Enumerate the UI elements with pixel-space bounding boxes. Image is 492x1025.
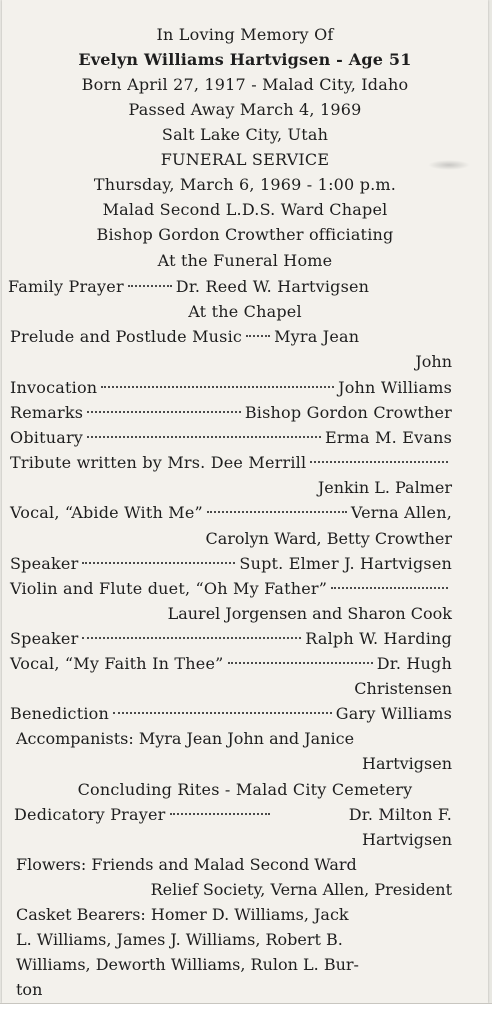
dot-leader	[246, 335, 270, 337]
program-row-prelude	[10, 324, 450, 350]
program-row-remarks	[10, 400, 452, 426]
service-heading: FUNERAL SERVICE	[160, 150, 330, 169]
program-row-dedicatory-prayer	[14, 802, 452, 828]
program-label: Family Prayer	[8, 277, 124, 296]
program-row-tribute	[10, 450, 452, 476]
program-name: Verna Allen,	[350, 503, 452, 522]
program-name: Erma M. Evans	[324, 428, 452, 447]
program-label: Speaker	[10, 554, 79, 573]
program-name: Dr. Milton F.	[348, 805, 452, 824]
program-row-benediction	[10, 701, 452, 727]
program-row-vocal-abide	[10, 500, 452, 526]
dot-leader	[128, 285, 172, 287]
program-label: Dedicatory Prayer	[14, 805, 166, 824]
program-name-continued: John	[415, 352, 452, 371]
program-row-vocal-faith	[10, 651, 452, 677]
program-label: Speaker	[10, 629, 79, 648]
dot-leader	[82, 562, 235, 564]
dot-leader	[113, 712, 332, 714]
memorial-card	[2, 0, 488, 1003]
deceased-name: Evelyn Williams Hartvigsen - Age 51	[78, 50, 412, 69]
program-name: Bishop Gordon Crowther	[244, 403, 452, 422]
accompanists-line: Accompanists: Myra Jean John and Janice	[16, 729, 355, 748]
program-label: Vocal, “Abide With Me”	[10, 503, 203, 522]
accompanists-line-continued: Hartvigsen	[362, 754, 452, 773]
program-name: Dr. Reed W. Hartvigsen	[175, 277, 370, 296]
program-name: Dr. Hugh	[376, 654, 452, 673]
dot-leader	[170, 813, 270, 815]
officiant: Bishop Gordon Crowther officiating	[96, 225, 394, 244]
death-line: Passed Away March 4, 1969	[128, 100, 362, 119]
program-row-duet	[10, 576, 452, 602]
death-place: Salt Lake City, Utah	[161, 125, 329, 144]
program-label: Prelude and Postlude Music	[10, 327, 243, 346]
program-row-family-prayer	[8, 274, 446, 300]
dot-leader	[331, 587, 448, 589]
program-label: Benediction	[10, 704, 110, 723]
program-name: Ralph W. Harding	[305, 629, 452, 648]
service-location: Malad Second L.D.S. Ward Chapel	[102, 200, 388, 219]
program-label: Tribute written by Mrs. Dee Merrill	[10, 453, 307, 472]
program-label: Violin and Flute duet, “Oh My Father”	[10, 579, 328, 598]
casket-bearers-line: Williams, Deworth Williams, Rulon L. Bur-	[16, 955, 359, 974]
program-name: Gary Williams	[335, 704, 452, 723]
program-name: Supt. Elmer J. Hartvigsen	[239, 554, 452, 573]
program-name-continued: Carolyn Ward, Betty Crowther	[205, 529, 452, 548]
program-row-speaker-ralph	[10, 626, 452, 652]
dot-leader	[87, 411, 241, 413]
program-label: Invocation	[10, 378, 98, 397]
program-row-speaker-elmer	[10, 551, 452, 577]
flowers-line-continued: Relief Society, Verna Allen, President	[150, 880, 452, 899]
chapel-heading: At the Chapel	[188, 302, 302, 321]
dot-leader	[207, 511, 347, 513]
dot-leader	[82, 637, 301, 639]
program-label: Vocal, “My Faith In Thee”	[10, 654, 224, 673]
casket-bearers-line: Casket Bearers: Homer D. Williams, Jack	[16, 905, 349, 924]
program-name-continued: Hartvigsen	[362, 830, 452, 849]
program-name-continued: Christensen	[354, 679, 452, 698]
program-label: Obituary	[10, 428, 84, 447]
birth-line: Born April 27, 1917 - Malad City, Idaho	[81, 75, 409, 94]
program-name: Laurel Jorgensen and Sharon Cook	[167, 604, 452, 623]
header-line: In Loving Memory Of	[156, 25, 334, 44]
dot-leader	[101, 386, 334, 388]
program-row-invocation	[10, 375, 452, 401]
flowers-line: Flowers: Friends and Malad Second Ward	[16, 855, 357, 874]
casket-bearers-line: ton	[16, 980, 43, 999]
funeral-home-heading: At the Funeral Home	[157, 251, 333, 270]
program-name: Jenkin L. Palmer	[317, 478, 452, 497]
service-date: Thursday, March 6, 1969 - 1:00 p.m.	[93, 175, 397, 194]
program-name: John Williams	[338, 378, 452, 397]
dot-leader	[87, 436, 321, 438]
casket-bearers-line: L. Williams, James J. Williams, Robert B.	[16, 930, 343, 949]
program-row-obituary	[10, 425, 452, 451]
dot-leader	[228, 662, 373, 664]
dot-leader	[310, 461, 448, 463]
paper-edge	[0, 1003, 492, 1025]
concluding-rites-heading: Concluding Rites - Malad City Cemetery	[77, 780, 413, 799]
program-label: Remarks	[10, 403, 84, 422]
program-name: Myra Jean	[274, 327, 360, 346]
